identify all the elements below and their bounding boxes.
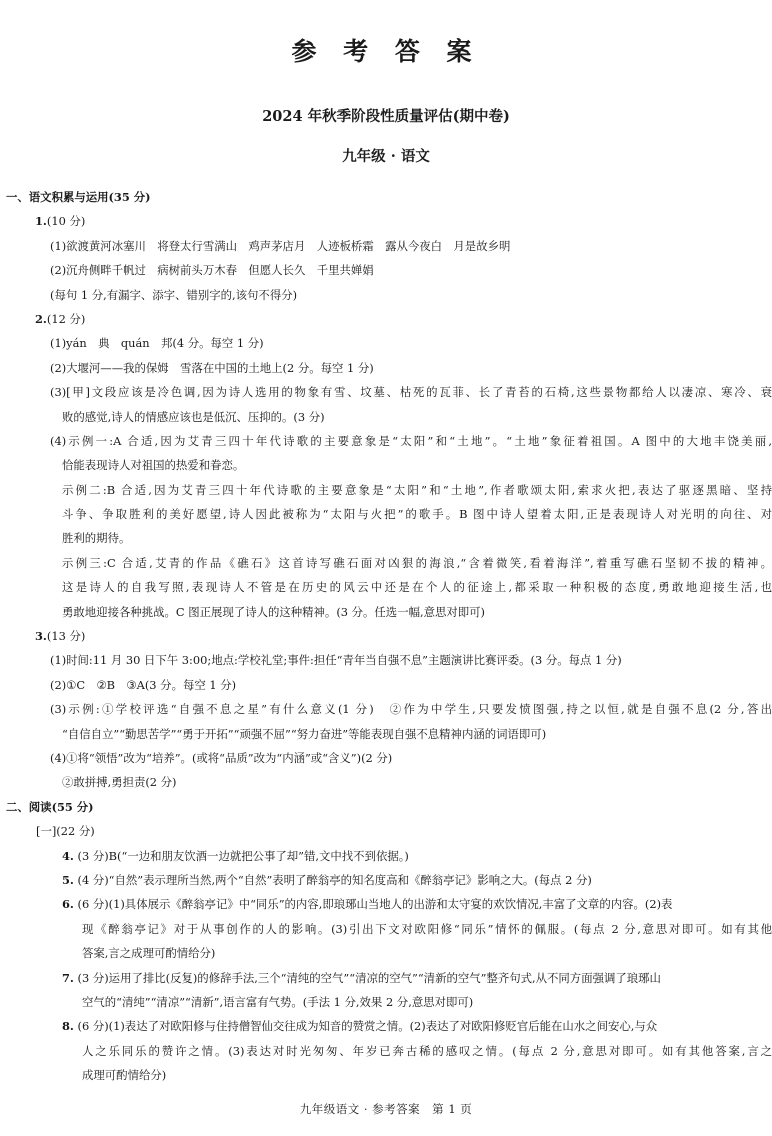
section-heading: 二、阅读(55 分) bbox=[6, 799, 94, 814]
question-3 bbox=[0, 624, 772, 648]
exam-subtitle: 2024 年秋季阶段性质量评估(期中卷) bbox=[262, 108, 510, 125]
question-number: 7. bbox=[62, 970, 74, 985]
question-score: (13 分) bbox=[46, 629, 86, 644]
question-6 bbox=[0, 892, 772, 916]
answer-line: (4)①将“领悟”改为“培养”。(或将“品质”改为“内涵”或“含义”)(2 分) bbox=[50, 750, 393, 765]
question-number: 3. bbox=[35, 629, 47, 644]
question-answer: (6 分)(1)具体展示《醉翁亭记》中“同乐”的内容,即琅琊山当地人的出游和太守宴的欢饮情况,丰富了文章的内容。(2)表 bbox=[77, 897, 673, 912]
question-number: 2. bbox=[35, 311, 47, 326]
question-7 bbox=[0, 966, 772, 990]
question-number: 5. bbox=[62, 872, 74, 887]
answer-line: 勇敢地迎接各种挑战。C 图正展现了诗人的这种精神。(3 分。任选一幅,意思对即可) bbox=[62, 604, 485, 619]
question-number: 4. bbox=[62, 848, 74, 863]
answer-line: 成理可酌情给分) bbox=[82, 1068, 167, 1083]
answer-line: (2)①C ②B ③A(3 分。每空 1 分) bbox=[50, 677, 237, 692]
answer-line: (1)欲渡黄河冰塞川 将登太行雪满山 鸡声茅店月 人迹板桥霜 露从今夜白 月是故乡明 bbox=[50, 238, 511, 253]
answer-line: 答案,言之成理可酌情给分) bbox=[82, 946, 216, 961]
answer-line: (3)示例:①学校评选“自强不息之星”有什么意义(1 分) ②作为中学生,只要发愤图强,持之以恒,就是自强不息(2 分,答出 bbox=[50, 702, 772, 717]
reading-part-heading: [一](22 分) bbox=[36, 824, 95, 839]
answer-line: 斗争、争取胜利的美好愿望,诗人因此被称为“太阳与火把”的歌手。B 图中诗人望着太阳,正是表现诗人对光明的向往、对 bbox=[62, 507, 772, 522]
answer-line: (1)时间:11 月 30 日下午 3:00;地点:学校礼堂;事件:担任“青年当自强不息”主题演讲比赛评委。(3 分。每点 1 分) bbox=[50, 653, 622, 668]
question-answer: (6 分)(1)表达了对欧阳修与住持僧智仙交往成为知音的赞赏之情。(2)表达了对欧阳修贬官后能在山水之间安心,与众 bbox=[77, 1019, 658, 1034]
answer-line: 示例三:C 合适,艾青的作品《礁石》这首诗写礁石面对凶狠的海浪,“含着微笑,看着海洋”,着重写礁石坚韧不拔的精神。 bbox=[62, 555, 772, 570]
question-number: 8. bbox=[62, 1019, 74, 1034]
answer-line: (每句 1 分,有漏字、添字、错别字的,该句不得分) bbox=[50, 287, 298, 302]
question-answer: (3 分)B(“一边和朋友饮酒一边就把公事了却”错,文中找不到依据。) bbox=[77, 848, 409, 863]
question-answer: (4 分)“自然”表示理所当然,两个“自然”表明了醉翁亭的知名度高和《醉翁亭记》影响之大。(每点 2 分) bbox=[77, 872, 592, 887]
answer-line: 这是诗人的自我写照,表现诗人不管是在历史的风云中还是在个人的征途上,都采取一种积极的态度,勇敢地迎接生活,也 bbox=[62, 580, 772, 595]
question-5 bbox=[0, 868, 772, 892]
answer-line: ②敢拼搏,勇担责(2 分) bbox=[62, 775, 177, 790]
question-answer: (3 分)运用了排比(反复)的修辞手法,三个“清纯的空气”“清凉的空气”“清新的空气”整齐句式,从不同方面强调了琅琊山 bbox=[77, 970, 661, 985]
section-heading: 一、语文积累与运用(35 分) bbox=[6, 190, 151, 204]
answer-line: 恰能表现诗人对祖国的热爱和眷恋。 bbox=[62, 458, 245, 473]
question-number: 1. bbox=[35, 214, 47, 229]
answer-line: 空气的“清纯”“清凉”“清新”,语言富有气势。(手法 1 分,效果 2 分,意思对即可) bbox=[82, 994, 474, 1009]
answer-line: 胜利的期待。 bbox=[62, 531, 131, 546]
grade-subject-title: 九年级 · 语文 bbox=[342, 148, 430, 165]
question-8 bbox=[0, 1014, 772, 1038]
answer-line: (3)[甲]文段应该是冷色调,因为诗人选用的物象有雪、坟墓、枯死的瓦菲、长了青苔的石椅,这些景物都给人以凄凉、寒冷、衰 bbox=[50, 385, 772, 400]
question-number: 6. bbox=[62, 897, 74, 912]
answer-line: (2)沉舟侧畔千帆过 病树前头万木春 但愿人长久 千里共婵娟 bbox=[50, 263, 374, 278]
question-4 bbox=[0, 844, 772, 868]
question-2 bbox=[0, 307, 772, 331]
answer-content bbox=[0, 185, 772, 1087]
question-score: (10 分) bbox=[46, 214, 86, 229]
question-score: (12 分) bbox=[46, 311, 86, 326]
answer-line: (2)大堰河——我的保姆 雪落在中国的土地上(2 分。每空 1 分) bbox=[50, 360, 374, 375]
answer-line: 示例二:B 合适,因为艾青三四十年代诗歌的主要意象是“太阳”和“土地”,作者歌颂太阳,索求火把,表达了驱逐黑暗、坚持 bbox=[62, 482, 772, 497]
page-title: 参 考 答 案 bbox=[291, 37, 481, 66]
answer-line: 现《醉翁亭记》对于从事创作的人的影响。(3)引出下文对欧阳修“同乐”情怀的佩服。(每点 2 分,意思对即可。如有其他 bbox=[82, 921, 772, 936]
answer-line: (4)示例一:A 合适,因为艾青三四十年代诗歌的主要意象是“太阳”和“土地”。“土地”象征着祖国。A 图中的大地丰饶美丽, bbox=[50, 433, 772, 448]
answer-line: (1)yán 典 quán 邦(4 分。每空 1 分) bbox=[50, 336, 264, 351]
answer-line: 人之乐同乐的赞许之情。(3)表达对时光匆匆、年岁已奔古稀的感叹之情。(每点 2 分,意思对即可。如有其他答案,言之 bbox=[82, 1043, 772, 1058]
answer-line: 败的感觉,诗人的情感应该也是低沉、压抑的。(3 分) bbox=[62, 409, 325, 424]
page-footer: 九年级语文 · 参考答案 第 1 页 bbox=[299, 1102, 473, 1116]
question-1 bbox=[0, 209, 772, 233]
answer-line: “自信自立”“勤思苦学”“勇于开拓”“顽强不屈”“努力奋进”等能表现自强不息精神内涵的词语即可) bbox=[62, 726, 547, 741]
